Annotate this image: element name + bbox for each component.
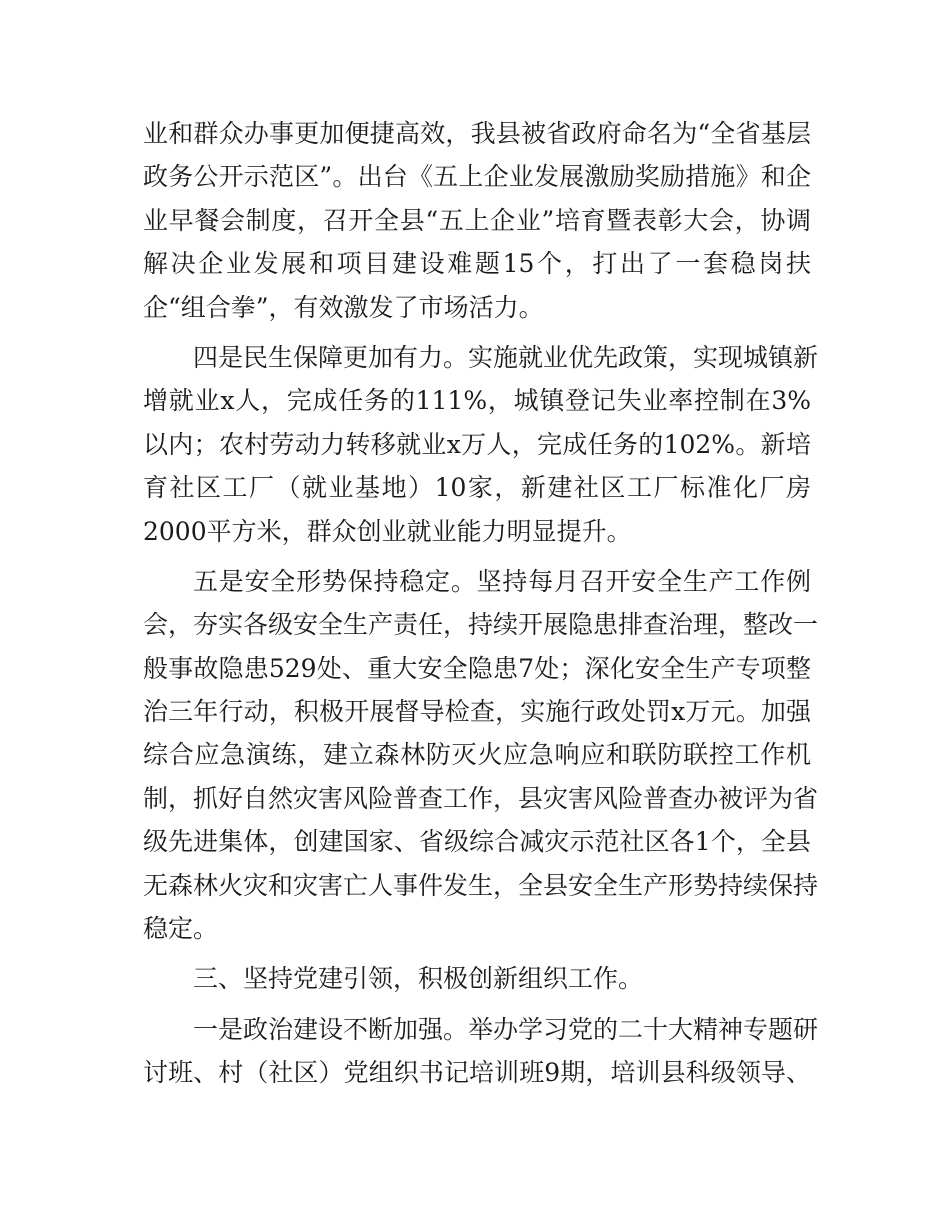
- text-line: 政务公开示范区”。出台《五上企业发展激励奖励措施》和企: [143, 162, 811, 192]
- text-line: 业和群众办事更加便捷高效，我县被省政府命名为“全省基层: [143, 119, 811, 148]
- text-line: 会，夯实各级安全生产责任，持续开展隐患排查治理，整改一: [143, 610, 819, 640]
- text-line: 业早餐会制度，召开全县“五上企业”培育暨表彰大会，协调: [143, 205, 811, 235]
- text-line: 四是民生保障更加有力。实施就业优先政策，实现城镇新: [193, 342, 819, 372]
- text-line: 企“组合拳”，有效激发了市场活力。: [143, 292, 544, 322]
- text-line: 育社区工厂（就业基地）10家，新建社区工厂标准化厂房: [143, 473, 811, 503]
- paragraph-political-construction: [143, 1008, 819, 1095]
- text-line: 讨班、村（社区）党组织书记培训班9期，培训县科级领导、: [143, 1058, 811, 1088]
- text-line: 解决企业发展和项目建设难题15个，打出了一套稳岗扶: [143, 249, 811, 279]
- text-line: 治三年行动，积极开展督导检查，实施行政处罚x万元。加强: [143, 697, 811, 727]
- paragraph-business-environment: [143, 112, 811, 329]
- section-heading-party-building: [143, 957, 811, 1000]
- text-line: 综合应急演练，建立森林防灭火应急响应和联防联控工作机: [143, 740, 811, 770]
- text-line: 增就业x人，完成任务的111%，城镇登记失业率控制在3%: [143, 386, 811, 416]
- paragraph-safety: [143, 560, 819, 951]
- text-line: 稳定。: [143, 914, 219, 944]
- paragraph-livelihood: [143, 336, 819, 553]
- section-heading: 三、坚持党建引领，积极创新组织工作。: [193, 964, 644, 994]
- text-line: 以内；农村劳动力转移就业x万人，完成任务的102%。新培: [143, 429, 811, 459]
- text-line: 2000平方米，群众创业就业能力明显提升。: [143, 516, 632, 546]
- text-line: 级先进集体，创建国家、省级综合减灾示范社区各1个，全县: [143, 827, 811, 857]
- body-text: [143, 112, 819, 1102]
- text-line: 般事故隐患529处、重大安全隐患7处；深化安全生产专项整: [143, 653, 811, 683]
- text-line: 五是安全形势保持稳定。坚持每月召开安全生产工作例: [193, 566, 811, 596]
- text-line: 一是政治建设不断加强。举办学习党的二十大精神专题研: [193, 1014, 819, 1044]
- text-line: 制，抓好自然灾害风险普查工作，县灾害风险普查办被评为省: [143, 783, 819, 813]
- text-line: 无森林火灾和灾害亡人事件发生，全县安全生产形势持续保持: [143, 870, 819, 900]
